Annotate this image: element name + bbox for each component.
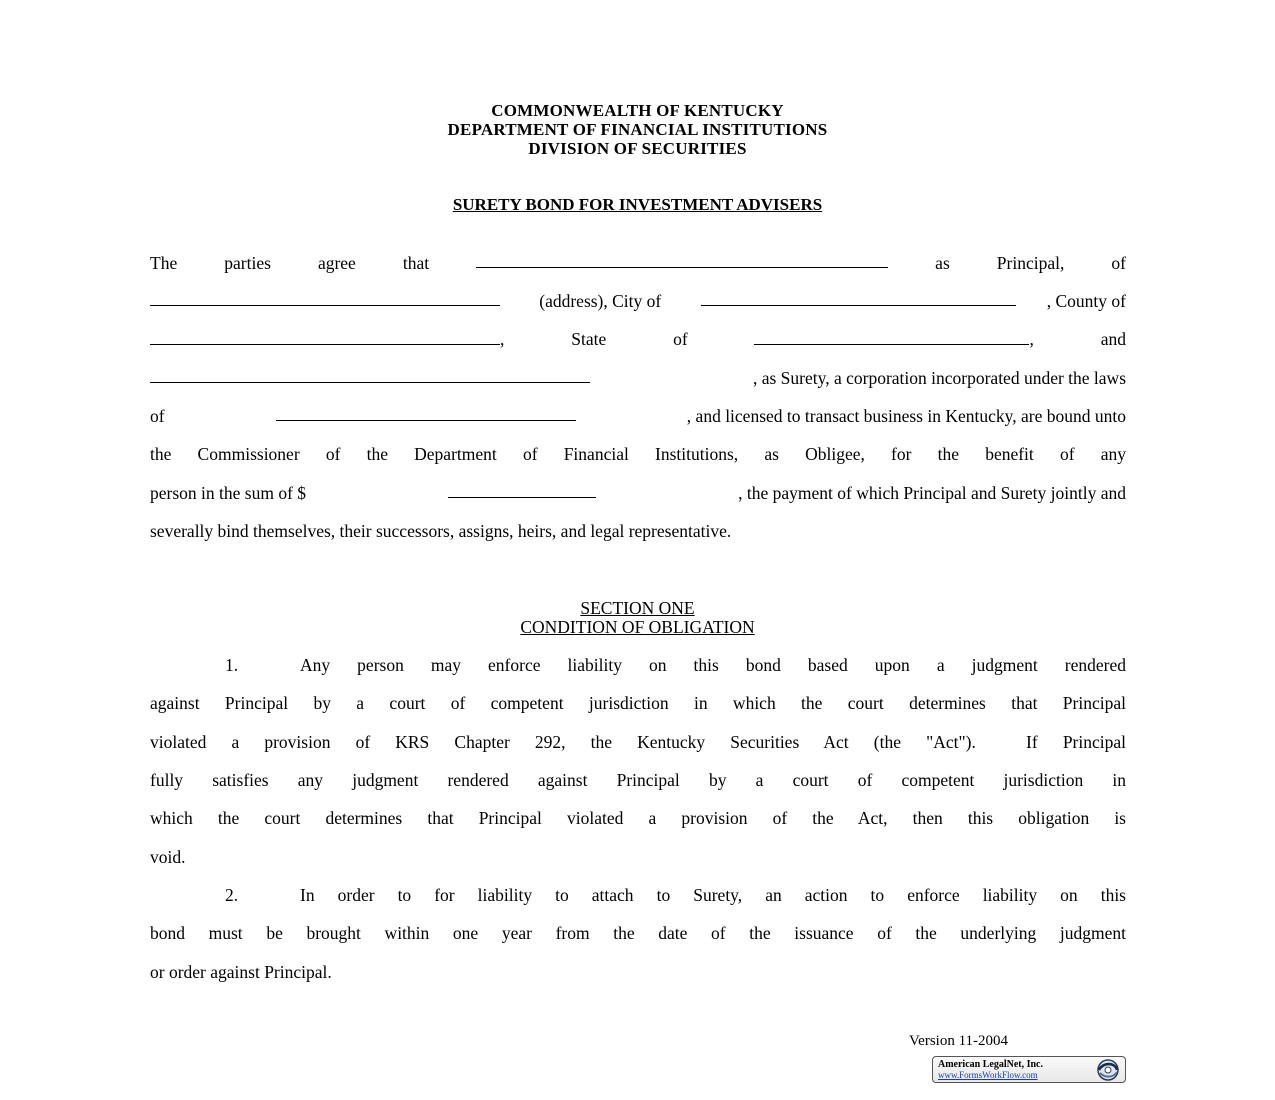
intro-line-8: severally bind themselves, their successors, assigns, heirs, and legal representative. — [150, 521, 732, 541]
document-title: SURETY BOND FOR INVESTMENT ADVISERS — [452, 195, 823, 214]
globe-swirl-icon — [1093, 1058, 1123, 1082]
bond-amount-blank[interactable] — [448, 481, 596, 498]
section-heading: SECTION ONE — [580, 598, 695, 618]
address-blank[interactable] — [150, 289, 500, 306]
intro-line-3: , State of , and — [150, 327, 1126, 351]
header-line-2: DEPARTMENT OF FINANCIAL INSTITUTIONS — [447, 120, 828, 139]
principal-name-blank[interactable] — [476, 251, 888, 268]
intro-line-2: (address), City of , County of — [150, 289, 1126, 313]
intro-line-6: the Commissioner of the Department of Financial Institutions, as Obligee, for the benefit of any — [150, 444, 1126, 464]
version-label: Version 11-2004 — [909, 1033, 1009, 1049]
state-blank[interactable] — [754, 328, 1029, 345]
para1-line-1: 1. Any person may enforce liability on this bond based upon a judgment rendered — [225, 655, 1126, 675]
county-blank[interactable] — [150, 328, 500, 345]
para2-number: 2. — [225, 885, 239, 905]
header-line-1: COMMONWEALTH OF KENTUCKY — [491, 101, 784, 120]
para1-number: 1. — [225, 655, 239, 675]
intro-line-4: , as Surety, a corporation incorporated under the laws — [150, 366, 1126, 390]
para1-line-2: against Principal by a court of competent jurisdiction in which the court determines that Principal — [150, 693, 1126, 713]
intro-line-7: person in the sum of $ , the payment of which Principal and Surety jointly and — [150, 483, 1126, 503]
logo-company-name: American LegalNet, Inc. — [938, 1059, 1043, 1070]
surety-name-blank[interactable] — [150, 366, 590, 383]
para1-line-4: fully satisfies any judgment rendered against Principal by a court of competent jurisdiction in — [150, 770, 1126, 790]
incorporation-state-blank[interactable] — [276, 404, 576, 421]
section-subheading: CONDITION OF OBLIGATION — [520, 617, 755, 637]
header-line-3: DIVISION OF SECURITIES — [528, 139, 747, 158]
para2-line-2: bond must be brought within one year from the date of the issuance of the underlying judgment — [150, 923, 1126, 943]
para2-line-1: 2. In order to for liability to attach to Surety, an action to enforce liability on this — [225, 885, 1126, 905]
intro-line-1: The parties agree that as Principal, of — [150, 253, 1126, 273]
para1-line-5: which the court determines that Principal violated a provision of the Act, then this obligation is — [150, 808, 1126, 828]
para2-line-3: or order against Principal. — [150, 962, 332, 982]
intro-line-5: of , and licensed to transact business in Kentucky, are bound unto — [150, 406, 1126, 426]
logo-website-link[interactable]: www.FormsWorkFlow.com — [938, 1070, 1038, 1080]
para1-line-3: violated a provision of KRS Chapter 292, the Kentucky Securities Act (the "Act"). If Principal — [150, 732, 1126, 752]
american-legalnet-logo[interactable] — [932, 1056, 1126, 1083]
para1-line-6: void. — [150, 847, 186, 867]
city-blank[interactable] — [701, 289, 1016, 306]
